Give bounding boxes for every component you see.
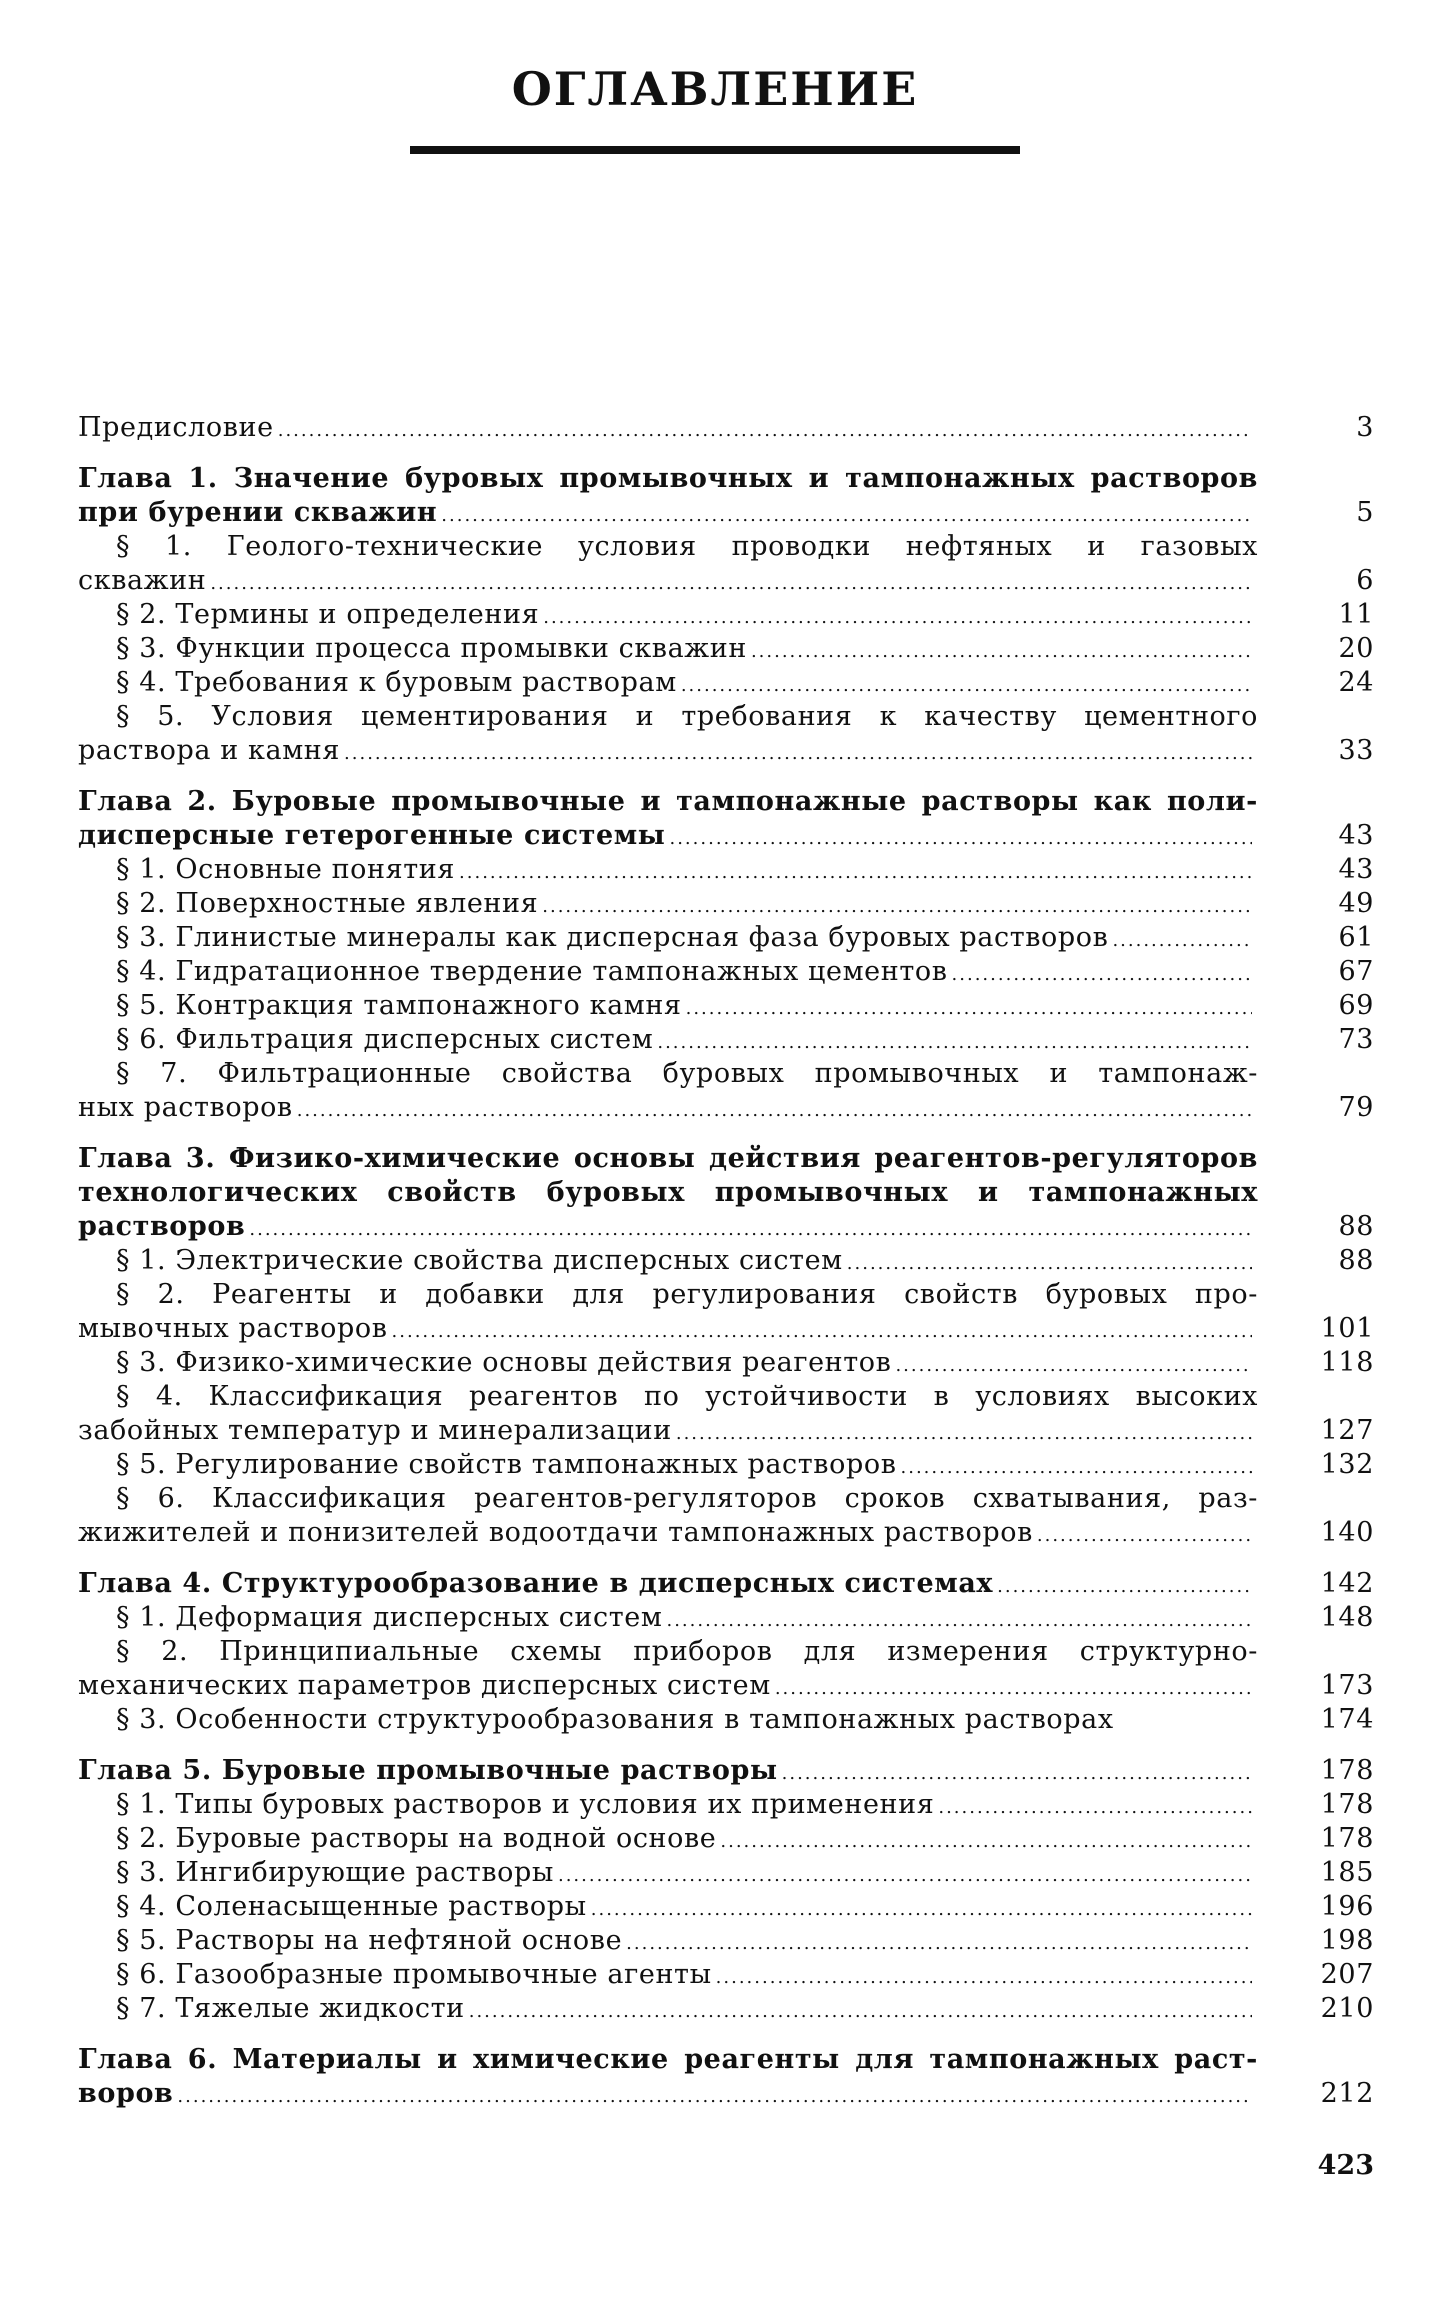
toc-entry-text: § 4. Гидратационное твердение тампонажных цементов — [116, 956, 948, 987]
toc-entry-text: § 3. Физико-химические основы действия реагентов — [116, 1347, 892, 1378]
toc-page-number: 178 — [1320, 1823, 1374, 1854]
dot-leader — [392, 1315, 1252, 1349]
dot-leader — [681, 669, 1252, 703]
toc-section-entry — [78, 1635, 1374, 1703]
toc-entry-line — [78, 1958, 1374, 1992]
toc-section-entry — [78, 1244, 1374, 1278]
toc-entry-line — [78, 411, 1374, 445]
toc-page-number: 73 — [1338, 1024, 1374, 1055]
toc-entry-line — [78, 1703, 1374, 1737]
toc-entry-text: жижителей и понизителей водоотдачи тампонажных растворов — [78, 1517, 1033, 1548]
toc-entry-text: мывочных растворов — [78, 1313, 388, 1344]
toc-entry-line — [78, 1754, 1374, 1788]
dot-leader — [297, 1094, 1252, 1128]
toc-page-number: 101 — [1320, 1313, 1374, 1344]
toc-entry-line — [78, 1822, 1374, 1856]
toc-entry-line — [78, 1788, 1374, 1822]
toc-chapter-entry — [78, 462, 1374, 530]
toc-section-entry — [78, 989, 1374, 1023]
toc-entry-text: § 5. Условия цементирования и требования к качеству цементного — [116, 701, 1258, 732]
toc-page-number: 79 — [1338, 1092, 1374, 1123]
toc-entry-text: § 4. Соленасыщенные растворы — [116, 1891, 587, 1922]
dot-leader — [676, 1417, 1252, 1451]
toc-section-entry — [78, 1703, 1374, 1737]
toc-entry-text: § 2. Термины и определения — [116, 599, 540, 630]
toc-page-number: 118 — [1320, 1347, 1374, 1378]
toc-page-number: 127 — [1320, 1415, 1374, 1446]
dot-leader — [716, 1961, 1252, 1995]
toc-entry-line — [78, 1567, 1374, 1601]
toc-page-number: 67 — [1338, 956, 1374, 987]
toc-chapter-entry — [78, 1567, 1374, 1601]
dot-leader — [542, 890, 1252, 924]
toc-entry-line — [78, 2077, 1374, 2111]
toc-entry-text: § 3. Особенности структурообразования в тампонажных растворах — [116, 1704, 1114, 1735]
toc-entry-text: § 3. Ингибирующие растворы — [116, 1857, 554, 1888]
toc-page-number: 196 — [1320, 1891, 1374, 1922]
toc-entry-text: § 3. Глинистые минералы как дисперсная фаза буровых растворов — [116, 922, 1109, 953]
toc-page-number: 174 — [1320, 1704, 1374, 1735]
dot-leader — [543, 601, 1252, 635]
toc-entry-line — [78, 1924, 1374, 1958]
dot-leader — [669, 822, 1252, 856]
toc-entry-line — [78, 921, 1374, 955]
toc-page-number: 49 — [1338, 888, 1374, 919]
toc-entry-line — [78, 1856, 1374, 1890]
toc-page-number: 43 — [1338, 854, 1374, 885]
toc-entry-line — [78, 598, 1374, 632]
toc-entry-text: ных растворов — [78, 1092, 293, 1123]
toc-section-entry — [78, 1278, 1374, 1346]
toc-page-number: 33 — [1338, 735, 1374, 766]
toc-entry-line — [78, 1448, 1374, 1482]
toc-chapter-entry — [78, 1142, 1374, 1244]
toc-section-entry — [78, 598, 1374, 632]
toc-page-number: 11 — [1338, 599, 1374, 630]
toc-page-number: 142 — [1320, 1568, 1374, 1599]
toc-entry-text: скважин — [78, 565, 207, 596]
page-title: ОГЛАВЛЕНИЕ — [511, 62, 919, 116]
toc-page-number: 43 — [1338, 820, 1374, 851]
table-of-contents — [78, 411, 1374, 2111]
dot-leader — [901, 1451, 1252, 1485]
toc-entry-text: забойных температур и минерализации — [78, 1415, 672, 1446]
dot-leader — [1037, 1519, 1252, 1553]
toc-entry-text: § 2. Реагенты и добавки для регулирования свойств буровых про- — [116, 1279, 1258, 1310]
toc-entry-text: § 4. Требования к буровым растворам — [116, 667, 677, 698]
toc-section-entry — [78, 1822, 1374, 1856]
dot-leader — [666, 1604, 1252, 1638]
toc-section-entry — [78, 1482, 1374, 1550]
toc-entry-text: § 1. Электрические свойства дисперсных систем — [116, 1245, 843, 1276]
toc-entry-text: § 5. Растворы на нефтяной основе — [116, 1925, 623, 1956]
toc-page-number: 212 — [1320, 2078, 1374, 2109]
toc-entry-text: дисперсные гетерогенные системы — [78, 820, 666, 851]
dot-leader — [938, 1791, 1252, 1825]
dot-leader — [177, 2080, 1252, 2114]
toc-section-entry — [78, 955, 1374, 989]
dot-leader — [441, 499, 1252, 533]
toc-entry-line — [78, 1516, 1374, 1550]
toc-entry-line — [78, 1669, 1374, 1703]
toc-entry-line — [78, 632, 1374, 666]
toc-chapter-entry — [78, 785, 1374, 853]
toc-page-number: 210 — [1320, 1993, 1374, 2024]
toc-page-number: 207 — [1320, 1959, 1374, 1990]
toc-page-number: 5 — [1356, 497, 1374, 528]
dot-leader — [249, 1213, 1252, 1247]
toc-entry-text: § 2. Поверхностные явления — [116, 888, 539, 919]
toc-entry-text: § 5. Контракция тампонажного камня — [116, 990, 682, 1021]
toc-entry-line — [78, 819, 1374, 853]
toc-entry-text: § 3. Функции процесса промывки скважин — [116, 633, 747, 664]
dot-leader — [626, 1927, 1252, 1961]
toc-page-number: 61 — [1338, 922, 1374, 953]
toc-section-entry — [78, 1057, 1374, 1125]
toc-chapter-entry — [78, 1754, 1374, 1788]
toc-section-entry — [78, 1992, 1374, 2026]
toc-section-entry — [78, 1924, 1374, 1958]
toc-entry-text: § 6. Газообразные промывочные агенты — [116, 1959, 712, 1990]
toc-entry-text: Глава 3. Физико-химические основы действия реагентов-регуляторов — [78, 1143, 1258, 1174]
toc-page-number: 69 — [1338, 990, 1374, 1021]
title-underline — [410, 146, 1020, 154]
toc-entry-text: § 2. Принципиальные схемы приборов для измерения структурно- — [116, 1636, 1258, 1667]
toc-entry-line — [78, 887, 1374, 921]
dot-leader — [344, 737, 1252, 771]
toc-entry-line — [78, 1312, 1374, 1346]
toc-entry-text: § 7. Тяжелые жидкости — [116, 1993, 465, 2024]
toc-entry-line — [78, 989, 1374, 1023]
toc-entry-text: механических параметров дисперсных систем — [78, 1670, 771, 1701]
dot-leader — [1112, 924, 1252, 958]
toc-page-number: 88 — [1338, 1211, 1374, 1242]
toc-page-number: 198 — [1320, 1925, 1374, 1956]
toc-entry-text: Глава 1. Значение буровых промывочных и тампонажных растворов — [78, 463, 1258, 494]
toc-entry-text: при бурении скважин — [78, 497, 438, 528]
toc-section-entry — [78, 666, 1374, 700]
toc-entry-line — [78, 1601, 1374, 1635]
toc-section-entry — [78, 1448, 1374, 1482]
toc-section-entry — [78, 700, 1374, 768]
toc-entry-line — [78, 496, 1374, 530]
toc-page-number: 6 — [1356, 565, 1374, 596]
toc-section-entry — [78, 1890, 1374, 1924]
toc-entry-text: § 6. Классификация реагентов-регуляторов сроков схватывания, раз- — [116, 1483, 1258, 1514]
toc-entry-text: Глава 6. Материалы и химические реагенты для тампонажных раст- — [78, 2044, 1258, 2075]
dot-leader — [895, 1349, 1252, 1383]
toc-entry-line — [78, 853, 1374, 887]
dot-leader — [782, 1757, 1252, 1791]
dot-leader — [686, 992, 1252, 1026]
dot-leader — [657, 1026, 1252, 1060]
toc-entry-line — [78, 1244, 1374, 1278]
toc-entry-text: растворов — [78, 1211, 246, 1242]
toc-section-entry — [78, 887, 1374, 921]
dot-leader — [775, 1672, 1252, 1706]
toc-entry-text: раствора и камня — [78, 735, 341, 766]
toc-entry — [78, 411, 1374, 445]
toc-page-number: 178 — [1320, 1789, 1374, 1820]
toc-entry-line — [78, 564, 1374, 598]
toc-section-entry — [78, 530, 1374, 598]
toc-section-entry — [78, 853, 1374, 887]
toc-entry-text: § 5. Регулирование свойств тампонажных растворов — [116, 1449, 897, 1480]
toc-section-entry — [78, 1856, 1374, 1890]
dot-leader — [210, 567, 1252, 601]
toc-entry-text: § 1. Типы буровых растворов и условия их применения — [116, 1789, 935, 1820]
dot-leader — [952, 958, 1252, 992]
toc-entry-text: § 1. Геолого-технические условия проводки нефтяных и газовых — [116, 531, 1258, 562]
toc-section-entry — [78, 1023, 1374, 1057]
dot-leader — [720, 1825, 1252, 1859]
dot-leader — [459, 856, 1252, 890]
toc-section-entry — [78, 1346, 1374, 1380]
toc-section-entry — [78, 1958, 1374, 1992]
toc-entry-line — [78, 1210, 1374, 1244]
toc-entry-text: Глава 5. Буровые промывочные растворы — [78, 1755, 778, 1786]
toc-entry-line — [78, 1890, 1374, 1924]
toc-entry-text: § 4. Классификация реагентов по устойчивости в условиях высоких — [116, 1381, 1258, 1412]
toc-page-number: 132 — [1320, 1449, 1374, 1480]
toc-page-number: 148 — [1320, 1602, 1374, 1633]
toc-entry-text: § 1. Деформация дисперсных систем — [116, 1602, 663, 1633]
toc-entry-text: § 2. Буровые растворы на водной основе — [116, 1823, 717, 1854]
dot-leader — [278, 414, 1252, 448]
toc-entry-text: Глава 4. Структурообразование в дисперсных системах — [78, 1568, 994, 1599]
toc-page-number: 185 — [1320, 1857, 1374, 1888]
toc-page-number: 20 — [1338, 633, 1374, 664]
dot-leader — [751, 635, 1252, 669]
toc-entry-text: Глава 2. Буровые промывочные и тампонажные растворы как поли- — [78, 786, 1258, 817]
toc-chapter-entry — [78, 2043, 1374, 2111]
toc-entry-line — [78, 1023, 1374, 1057]
toc-page-number: 3 — [1356, 412, 1374, 443]
toc-page-number: 88 — [1338, 1245, 1374, 1276]
toc-section-entry — [78, 1788, 1374, 1822]
toc-page-number: 140 — [1320, 1517, 1374, 1548]
dot-leader — [847, 1247, 1252, 1281]
toc-entry-line — [78, 1346, 1374, 1380]
toc-entry-text: Предисловие — [78, 412, 274, 443]
toc-page-number: 173 — [1320, 1670, 1374, 1701]
toc-entry-line — [78, 955, 1374, 989]
toc-entry-line — [78, 1091, 1374, 1125]
toc-entry-line — [78, 666, 1374, 700]
toc-entry-text: технологических свойств буровых промывочных и тампонажных — [78, 1177, 1258, 1208]
toc-section-entry — [78, 1601, 1374, 1635]
toc-section-entry — [78, 921, 1374, 955]
page-number: 423 — [1317, 2150, 1374, 2181]
dot-leader — [469, 1995, 1252, 2029]
toc-page-number: 178 — [1320, 1755, 1374, 1786]
toc-page-number: 24 — [1338, 667, 1374, 698]
dot-leader — [558, 1859, 1252, 1893]
dot-leader — [997, 1570, 1252, 1604]
toc-section-entry — [78, 1380, 1374, 1448]
toc-entry-text: § 7. Фильтрационные свойства буровых промывочных и тампонаж- — [116, 1058, 1258, 1089]
toc-entry-text: § 1. Основные понятия — [116, 854, 456, 885]
toc-entry-line — [78, 1992, 1374, 2026]
dot-leader — [591, 1893, 1252, 1927]
toc-entry-line — [78, 734, 1374, 768]
toc-section-entry — [78, 632, 1374, 666]
toc-entry-text: воров — [78, 2078, 174, 2109]
toc-entry-line — [78, 1414, 1374, 1448]
toc-entry-text: § 6. Фильтрация дисперсных систем — [116, 1024, 654, 1055]
